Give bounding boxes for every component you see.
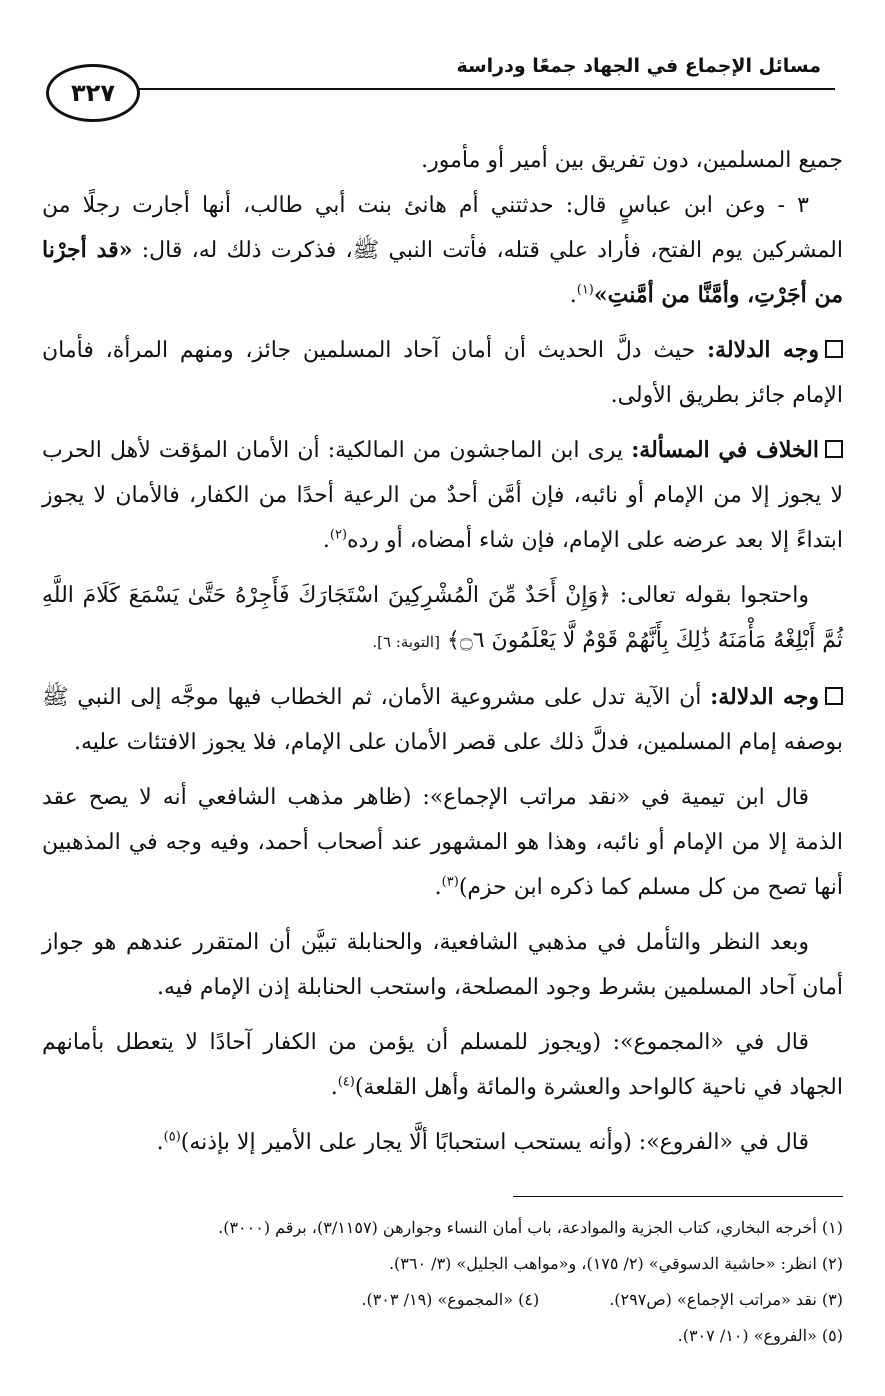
footnote-text: (٢) انظر: «حاشية الدسوقي» (٢/ ١٧٥)، و«مواهب الجليل» (٣/ ٣٦٠).	[388, 1254, 843, 1273]
footnote-ref: (١)	[576, 282, 594, 298]
footnote-ref: (٥)	[163, 1129, 181, 1145]
square-marker-icon	[825, 440, 843, 458]
square-marker-icon	[825, 340, 843, 358]
paragraph-text: قال ابن تيمية في «نقد مراتب الإجماع»: (ظاهر مذهب الشافعي أنه لا يصح عقد الذمة إلا من الإمام أو نائبه، وهذا هو المشهور عند أصحاب أحمد، وفيه وجه في المذهبين أنها تصح من كل مسلم كما ذكره ابن حزم)	[42, 785, 843, 900]
header-rule	[120, 88, 835, 90]
paragraph-verse	[42, 573, 843, 665]
footnote-text: (٣) نقد «مراتب الإجماع» (ص٢٩٧).	[609, 1290, 843, 1309]
section-label: وجه الدلالة:	[707, 337, 819, 363]
paragraph-text: أن الآية تدل على مشروعية الأمان، ثم الخطاب فيها موجَّه إلى النبي ﷺ بوصفه إمام المسلمين، فدلَّ ذلك على قصر الأمان على الإمام، فلا يجوز الافتئات عليه.	[42, 685, 843, 755]
paragraph-quote: قال في «الفروع»: (وأنه يستحب استحبابًا ألَّا يجار على الأمير إلا بإذنه)$^{(٥)}$.	[156, 1129, 809, 1155]
running-title: مسائل الإجماع في الجهاد جمعًا ودراسة	[456, 55, 821, 77]
paragraph-hadith: ٣ - وعن ابن عباسٍ قال: حدثتني أم هانئ بنت أبي طالب، أنها أجارت رجلًا من المشركين يوم الفتح، فأراد علي قتله، فأتت النبي ﷺ، فذكرت ذلك له، قال: «قد أجرْنا من أجَرْتِ، وأمَّنَّا من أمَّنتِ»$^{(١)}$.	[42, 193, 843, 308]
footnote-item	[42, 1210, 843, 1246]
paragraph-text: قال في «المجموع»: (ويجوز للمسلم أن يؤمن من الكفار آحادًا لا يتعطل بأمانهم الجهاد في ناحية كالواحد والعشرة والمائة وأهل القلعة)	[42, 1030, 843, 1100]
hadith-text: ٣ - وعن ابن عباسٍ قال: حدثتني أم هانئ بنت أبي طالب، أنها أجارت رجلًا من المشركين يوم الفتح، فأراد علي قتله، فأتت النبي ﷺ، فذكرت ذلك له، قال:	[42, 193, 843, 263]
footnote-text: (٤) «المجموع» (١٩/ ٣٠٣).	[361, 1290, 540, 1309]
spacer	[539, 1282, 609, 1318]
page-number-badge	[46, 64, 140, 122]
square-marker-icon	[825, 687, 843, 705]
paragraph-text: يرى ابن الماجشون من المالكية: أن الأمان المؤقت لأهل الحرب لا يجوز إلا من الإمام أو نائبه، فإن أمَّن أحدٌ من الرعية أحدًا من الكفار، فالأمان لا يجوز ابتداءً إلا بعد عرضه على الإمام، فإن شاء أمضاه، أو رده	[42, 438, 843, 553]
paragraph-quote: قال في «المجموع»: (ويجوز للمسلم أن يؤمن من الكفار آحادًا لا يتعطل بأمانهم الجهاد في ناحية كالواحد والعشرة والمائة وأهل القلعة)$^{(٤)}$.	[42, 1030, 843, 1100]
hadith-quote: «قد أجرْنا من أجَرْتِ، وأمَّنَّا من أمَّنتِ»	[42, 237, 843, 308]
paragraph: وبعد النظر والتأمل في مذهبي الشافعية، والحنابلة تبيَّن أن المتقرر عندهم هو جواز أمان آحاد المسلمين بشرط وجود المصلحة، واستحب الحنابلة إذن الإمام فيه.	[42, 930, 843, 1000]
footnote-text: (٥) «الفروع» (١٠/ ٣٠٧).	[677, 1326, 843, 1345]
footnote-text: (١) أخرجه البخاري، كتاب الجزية والموادعة، باب أمان النساء وجوارهن (٣/١١٥٧)، برقم (٣٠٠٠).	[218, 1218, 843, 1237]
footnote-ref: (٤)	[337, 1074, 355, 1090]
quran-verse: ﴿وَإِنْ أَحَدٌ مِّنَ الْمُشْرِكِينَ اسْتَجَارَكَ فَأَجِرْهُ حَتَّىٰ يَسْمَعَ كَلَامَ اللَّهِ ثُمَّ أَبْلِغْهُ مَأْمَنَهُ ذَٰلِكَ بِأَنَّهُمْ قَوْمٌ لَّا يَعْلَمُونَ ۝٦﴾	[42, 583, 843, 653]
paragraph-dispute: الخلاف في المسألة: يرى ابن الماجشون من المالكية: أن الأمان المؤقت لأهل الحرب لا يجوز إلا من الإمام أو نائبه، فإن أمَّن أحدٌ من الرعية أحدًا من الكفار، فالأمان لا يجوز ابتداءً إلا بعد عرضه على الإمام، فإن شاء أمضاه، أو رده$^{(٢)}$.	[42, 437, 843, 553]
footnote-separator	[513, 1196, 843, 1197]
paragraph-evidence-2	[42, 675, 843, 765]
paragraph: جميع المسلمين، دون تفريق بين أمير أو مأمور.	[421, 148, 843, 173]
footnote-ref: (٣)	[441, 874, 459, 890]
footnote-item	[42, 1318, 843, 1354]
footnote-ref: (٢)	[329, 527, 348, 543]
paragraph-text: واحتجوا بقوله تعالى:	[619, 583, 810, 608]
footnote-item	[42, 1282, 843, 1318]
paragraph-quote: قال ابن تيمية في «نقد مراتب الإجماع»: (ظاهر مذهب الشافعي أنه لا يصح عقد الذمة إلا من الإمام أو نائبه، وهذا هو المشهور عند أصحاب أحمد، وفيه وجه في المذهبين أنها تصح من كل مسلم كما ذكره ابن حزم)$^{(٣)}$.	[42, 785, 843, 900]
footnote-item	[42, 1246, 843, 1282]
paragraph-text: حيث دلَّ الحديث أن أمان آحاد المسلمين جائز، ومنهم المرأة، فأمان الإمام جائز بطريق الأولى.	[42, 338, 843, 408]
paragraph-text: قال في «الفروع»: (وأنه يستحب استحبابًا ألَّا يجار على الأمير إلا بإذنه)	[180, 1130, 809, 1155]
footnotes	[42, 1210, 843, 1354]
main-text	[42, 138, 843, 1175]
section-label: الخلاف في المسألة:	[631, 437, 820, 463]
verse-reference: [التوبة: ٦].	[372, 633, 440, 651]
page-number: ٣٢٧	[71, 79, 115, 107]
section-label: وجه الدلالة:	[710, 684, 819, 710]
paragraph-evidence	[42, 328, 843, 418]
